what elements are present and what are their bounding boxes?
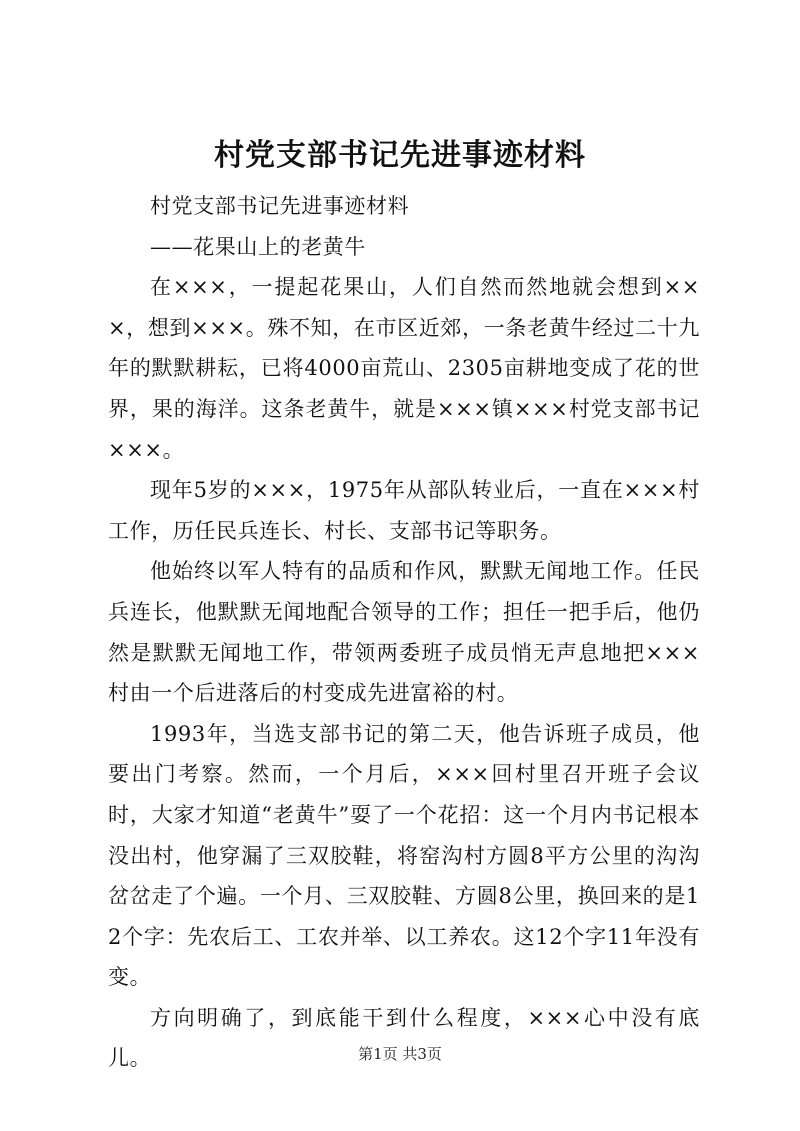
paragraph-subtitle-heading: 村党支部书记先进事迹材料 [150,194,410,218]
paragraph: 现年5岁的×××，1975年从部队转业后，一直在×××村工作，历任民兵连长、村长、支部书记等职务。 [108,478,700,543]
paragraph: 他始终以军人特有的品质和作风，默默无闻地工作。任民兵连长，他默默无闻地配合领导的工作；担任一把手后，他仍然是默默无闻地工作，带领两委班子成员悄无声息地把×××村由一个后进落后的村变成先进富裕的村。 [108,559,700,706]
document-body [108,186,700,1079]
paragraph: 1993年，当选支部书记的第二天，他告诉班子成员，他要出门考察。然而，一个月后，×××回村里召开班子会议时，大家才知道“老黄牛”耍了一个花招：这一个月内书记根本没出村，他穿漏了三双胶鞋，将窑沟村方圆8平方公里的沟沟岔岔走了个遍。一个月、三双胶鞋、方圆8公里，换回来的是12个字：先农后工、工农并举、以工养农。这12个字11年没有变。 [108,721,700,990]
page-number-footer: 第1页 共3页 [358,1045,442,1063]
paragraph: 方向明确了，到底能干到什么程度，×××心中没有底儿。 [108,1005,700,1071]
paragraph-subtitle-tagline: ——花果山上的老黄牛 [150,234,366,259]
document-title: 村党支部书记先进事迹材料 [214,138,586,173]
paragraph: 在×××，一提起花果山，人们自然而然地就会想到×××，想到×××。殊不知，在市区近郊，一条老黄牛经过二十九年的默默耕耘，已将4000亩荒山、2305亩耕地变成了花的世界，果的海洋。这条老黄牛，就是×××镇×××村党支部书记×××。 [108,275,700,462]
